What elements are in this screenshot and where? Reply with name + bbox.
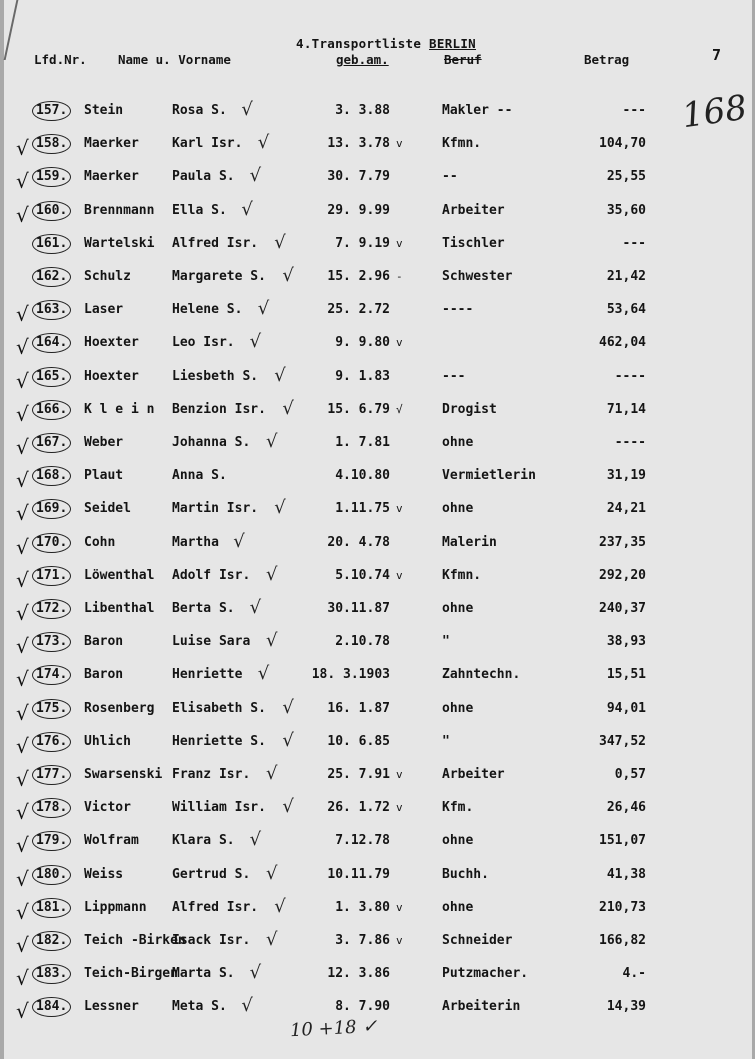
amount: 71,14 — [606, 401, 646, 417]
entry-number: 172. — [32, 599, 71, 619]
birth-date: 10.11.79 — [327, 866, 390, 882]
first-name: Benzion Isr. — [172, 401, 266, 417]
surname: Stein — [84, 103, 124, 118]
amount: 104,70 — [599, 136, 646, 152]
birth-date: 2.10.78 — [335, 634, 390, 650]
date-tick-mark: v — [396, 502, 403, 516]
table-row — [4, 229, 752, 262]
name-tick-mark: √ — [257, 132, 270, 154]
date-tick-mark: v — [396, 336, 403, 350]
occupation: ohne — [442, 501, 474, 517]
first-name: Liesbeth S. — [172, 368, 259, 384]
handwritten-note: 168 — [679, 87, 750, 137]
check-mark: √ — [16, 202, 29, 227]
check-mark: √ — [16, 136, 29, 161]
surname: Löwenthal — [84, 567, 155, 583]
table-row — [4, 395, 752, 428]
check-mark: √ — [16, 634, 29, 659]
entry-number: 180. — [32, 865, 71, 885]
header-amount: Betrag — [584, 52, 630, 67]
name-tick-mark: √ — [282, 729, 294, 751]
amount: 210,73 — [599, 899, 646, 915]
birth-date: 15. 2.96 — [327, 269, 390, 284]
occupation: Kfm. — [442, 800, 474, 816]
handwritten-total: 10 +18 ✓ — [289, 1015, 378, 1042]
occupation: ohne — [442, 700, 474, 716]
birth-date: 3. 3.88 — [335, 103, 390, 118]
occupation: --- — [442, 368, 466, 384]
amount: 25,55 — [606, 169, 646, 185]
occupation: Arbeiterin — [442, 999, 521, 1015]
date-tick-mark: - — [396, 270, 403, 283]
name-tick-mark: √ — [241, 99, 253, 120]
birth-date: 16. 1.87 — [327, 700, 390, 716]
surname: Weber — [84, 435, 124, 450]
occupation: Arbeiter — [442, 767, 505, 782]
amount: 166,82 — [599, 933, 646, 948]
entry-number: 177. — [32, 765, 71, 785]
entry-number: 169. — [32, 499, 71, 519]
amount: 237,35 — [599, 534, 646, 550]
table-row — [4, 96, 752, 129]
first-name: Berta S. — [172, 601, 235, 616]
name-tick-mark: √ — [282, 265, 294, 286]
table-row — [4, 760, 752, 793]
amount: 151,07 — [599, 833, 646, 849]
amount: 26,46 — [606, 800, 646, 816]
first-name: Henriette — [172, 667, 243, 683]
first-name: Isack Isr. — [172, 933, 251, 948]
name-tick-mark: √ — [266, 929, 278, 950]
check-mark: √ — [16, 899, 29, 924]
surname: Hoexter — [84, 368, 139, 384]
occupation: ohne — [442, 899, 474, 915]
surname: Plaut — [84, 468, 124, 484]
occupation: Makler -- — [442, 103, 513, 118]
check-mark: √ — [16, 567, 29, 592]
date-tick-mark: v — [396, 801, 403, 815]
birth-date: 5.10.74 — [335, 567, 390, 583]
surname: Wolfram — [84, 833, 139, 849]
amount: ---- — [614, 368, 646, 384]
name-tick-mark: √ — [282, 696, 294, 718]
header-occupation: Beruf — [444, 52, 482, 67]
table-row — [4, 494, 752, 527]
birth-date: 18. 3.1903 — [311, 667, 390, 683]
table-row — [4, 594, 752, 627]
check-mark: √ — [16, 368, 29, 393]
entry-number: 171. — [32, 566, 71, 586]
birth-date: 3. 7.86 — [335, 933, 390, 948]
entry-number: 182. — [32, 931, 71, 951]
occupation: Zahntechn. — [442, 667, 521, 683]
name-tick-mark: √ — [257, 298, 270, 320]
amount: 31,19 — [606, 468, 646, 484]
surname: Schulz — [84, 269, 131, 284]
amount: 14,39 — [606, 999, 646, 1015]
birth-date: 4.10.80 — [335, 468, 390, 484]
check-mark: √ — [16, 733, 29, 758]
name-tick-mark: √ — [249, 829, 262, 851]
entry-number: 183. — [32, 964, 71, 984]
date-tick-mark: v — [396, 934, 403, 947]
first-name: Meta S. — [172, 999, 227, 1015]
birth-date: 1. 7.81 — [335, 435, 390, 450]
first-name: Klara S. — [172, 833, 235, 849]
name-tick-mark: √ — [274, 364, 286, 386]
first-name: Leo Isr. — [172, 335, 235, 351]
first-name: Alfred Isr. — [172, 899, 259, 915]
name-tick-mark: √ — [266, 862, 278, 884]
surname: Teich -Birken — [84, 933, 186, 948]
surname: Lessner — [84, 999, 139, 1015]
name-tick-mark: √ — [233, 530, 245, 552]
first-name: Franz Isr. — [172, 767, 251, 782]
occupation: Buchh. — [442, 866, 489, 882]
amount: 462,04 — [599, 335, 646, 351]
table-row — [4, 959, 752, 992]
name-tick-mark: √ — [266, 563, 278, 585]
entry-number: 173. — [32, 632, 71, 652]
check-mark: √ — [16, 468, 29, 493]
amount: 35,60 — [606, 202, 646, 218]
check-mark: √ — [16, 800, 29, 825]
document-page — [4, 0, 752, 1059]
check-mark: √ — [16, 302, 29, 327]
surname: Lippmann — [84, 899, 147, 915]
first-name: Marta S. — [172, 966, 235, 982]
name-tick-mark: √ — [266, 630, 278, 652]
entry-number: 158. — [32, 134, 71, 154]
first-name: Johanna S. — [172, 435, 251, 450]
table-row — [4, 328, 752, 361]
entry-number: 181. — [32, 898, 71, 918]
table-row — [4, 727, 752, 760]
birth-date: 30.11.87 — [327, 601, 390, 616]
occupation: Schwester — [442, 269, 513, 284]
entry-number: 160. — [32, 201, 71, 221]
birth-date: 7.12.78 — [335, 833, 390, 849]
first-name: Anna S. — [172, 468, 227, 484]
amount: --- — [622, 235, 646, 251]
entry-number: 161. — [32, 234, 71, 254]
table-row — [4, 860, 752, 893]
occupation: ---- — [442, 302, 474, 318]
check-mark: √ — [16, 667, 29, 692]
amount: 24,21 — [606, 501, 646, 517]
date-tick-mark: v — [396, 568, 403, 582]
table-row — [4, 926, 752, 959]
entry-number: 162. — [32, 267, 71, 287]
amount: 240,37 — [599, 601, 646, 616]
birth-date: 29. 9.99 — [327, 202, 390, 218]
name-tick-mark: √ — [282, 796, 294, 818]
birth-date: 8. 7.90 — [335, 999, 390, 1015]
check-mark: √ — [16, 933, 29, 957]
title-city: BERLIN — [429, 36, 477, 51]
occupation: Vermietlerin — [442, 468, 536, 484]
name-tick-mark: √ — [266, 431, 278, 452]
amount: --- — [622, 103, 646, 118]
name-tick-mark: √ — [241, 198, 253, 220]
amount: 94,01 — [606, 700, 646, 716]
name-tick-mark: √ — [249, 962, 262, 984]
table-row — [4, 660, 752, 693]
table-row — [4, 528, 752, 561]
check-mark: √ — [16, 534, 29, 559]
amount: 21,42 — [606, 269, 646, 284]
name-tick-mark: √ — [249, 165, 262, 187]
amount: 4.- — [622, 966, 646, 982]
table-row — [4, 461, 752, 494]
surname: Seidel — [84, 501, 131, 517]
first-name: William Isr. — [172, 800, 266, 816]
birth-date: 10. 6.85 — [327, 733, 390, 749]
entry-number: 179. — [32, 831, 71, 851]
birth-date: 30. 7.79 — [327, 169, 390, 185]
header-dob: geb.am. — [336, 52, 389, 67]
birth-date: 13. 3.78 — [327, 136, 390, 152]
check-mark: √ — [16, 435, 29, 459]
table-row — [4, 561, 752, 594]
surname: Rosenberg — [84, 700, 155, 716]
entry-number: 159. — [32, 167, 71, 187]
entry-number: 178. — [32, 798, 71, 818]
surname: Wartelski — [84, 235, 155, 251]
table-row — [4, 992, 752, 1025]
date-tick-mark: v — [396, 236, 403, 250]
header-nr: Lfd.Nr. — [34, 52, 87, 67]
birth-date: 25. 2.72 — [327, 302, 390, 318]
surname: Laser — [84, 302, 124, 318]
first-name: Margarete S. — [172, 269, 266, 284]
birth-date: 7. 9.19 — [335, 235, 390, 251]
occupation: Tischler — [442, 235, 505, 251]
occupation: Kfmn. — [442, 567, 482, 583]
entry-number: 165. — [32, 367, 71, 387]
occupation: ohne — [442, 833, 474, 849]
check-mark: √ — [16, 866, 29, 891]
first-name: Adolf Isr. — [172, 567, 251, 583]
check-mark: √ — [16, 700, 29, 725]
occupation: Kfmn. — [442, 136, 482, 152]
date-tick-mark: √ — [396, 402, 403, 416]
surname: Hoexter — [84, 335, 139, 351]
first-name: Martin Isr. — [172, 501, 259, 517]
first-name: Henriette S. — [172, 733, 266, 749]
first-name: Gertrud S. — [172, 866, 251, 882]
birth-date: 9. 9.80 — [335, 335, 390, 351]
first-name: Paula S. — [172, 169, 235, 185]
amount: 53,64 — [606, 302, 646, 318]
table-row — [4, 129, 752, 162]
check-mark: √ — [16, 999, 29, 1024]
entry-number: 170. — [32, 533, 71, 553]
surname: Uhlich — [84, 733, 131, 749]
name-tick-mark: √ — [257, 663, 270, 685]
check-mark: √ — [16, 335, 29, 360]
entry-number: 167. — [32, 433, 71, 453]
name-tick-mark: √ — [282, 397, 294, 419]
table-row — [4, 627, 752, 660]
entry-number: 184. — [32, 997, 71, 1017]
surname: Baron — [84, 634, 124, 650]
first-name: Martha — [172, 534, 219, 550]
table-row — [4, 196, 752, 229]
name-tick-mark: √ — [241, 995, 253, 1017]
occupation: Arbeiter — [442, 202, 505, 218]
table-row — [4, 362, 752, 395]
first-name: Karl Isr. — [172, 136, 243, 152]
first-name: Helene S. — [172, 302, 243, 318]
birth-date: 9. 1.83 — [335, 368, 390, 384]
occupation: Malerin — [442, 534, 497, 550]
birth-date: 15. 6.79 — [327, 401, 390, 417]
table-row — [4, 793, 752, 826]
entry-number: 176. — [32, 732, 71, 752]
surname: Swarsenski — [84, 767, 163, 782]
list-title — [296, 36, 476, 51]
amount: 38,93 — [606, 634, 646, 650]
occupation: ohne — [442, 601, 474, 616]
entry-number: 175. — [32, 699, 71, 719]
occupation: Putzmacher. — [442, 966, 529, 982]
surname: Maerker — [84, 169, 139, 185]
amount: ---- — [614, 435, 646, 450]
birth-date: 26. 1.72 — [327, 800, 390, 816]
pen-stroke-mark — [4, 0, 37, 60]
amount: 347,52 — [599, 733, 646, 749]
amount: 41,38 — [606, 866, 646, 882]
first-name: Ella S. — [172, 202, 227, 218]
amount: 0,57 — [614, 767, 646, 782]
table-row — [4, 295, 752, 328]
date-tick-mark: v — [396, 137, 403, 151]
birth-date: 1. 3.80 — [335, 899, 390, 915]
name-tick-mark: √ — [249, 331, 262, 353]
surname: Baron — [84, 667, 124, 683]
occupation: " — [442, 733, 450, 749]
entry-number: 168. — [32, 466, 71, 486]
birth-date: 1.11.75 — [335, 501, 390, 517]
check-mark: √ — [16, 169, 29, 194]
surname: Maerker — [84, 136, 139, 152]
check-mark: √ — [16, 833, 29, 858]
date-tick-mark: v — [396, 768, 403, 781]
birth-date: 25. 7.91 — [327, 767, 390, 782]
entry-number: 163. — [32, 300, 71, 320]
occupation: -- — [442, 169, 458, 185]
occupation: ohne — [442, 435, 474, 450]
amount: 15,51 — [606, 667, 646, 683]
surname: Brennmann — [84, 202, 155, 218]
check-mark: √ — [16, 401, 29, 426]
table-row — [4, 826, 752, 859]
check-mark: √ — [16, 966, 29, 991]
surname: K l e i n — [84, 401, 155, 417]
surname: Weiss — [84, 866, 124, 882]
check-mark: √ — [16, 601, 29, 625]
first-name: Elisabeth S. — [172, 700, 266, 716]
table-row — [4, 162, 752, 195]
check-mark: √ — [16, 501, 29, 526]
surname: Libenthal — [84, 601, 155, 616]
check-mark: √ — [16, 767, 29, 791]
occupation: Drogist — [442, 401, 497, 417]
surname: Teich-Birgen — [84, 966, 178, 982]
occupation: Schneider — [442, 933, 513, 948]
name-tick-mark: √ — [266, 763, 278, 784]
name-tick-mark: √ — [274, 497, 286, 519]
table-row — [4, 893, 752, 926]
title-prefix: 4.Transportliste — [296, 36, 422, 51]
entry-number: 166. — [32, 400, 71, 420]
name-tick-mark: √ — [274, 231, 286, 253]
name-tick-mark: √ — [249, 597, 262, 618]
amount: 292,20 — [599, 567, 646, 583]
entry-number: 157. — [32, 101, 71, 121]
entry-number: 174. — [32, 665, 71, 685]
first-name: Luise Sara — [172, 634, 251, 650]
first-name: Alfred Isr. — [172, 235, 259, 251]
header-name: Name u. Vorname — [118, 52, 231, 67]
page-number: 7 — [712, 46, 722, 64]
surname: Cohn — [84, 534, 116, 550]
table-row — [4, 262, 752, 295]
table-row — [4, 428, 752, 461]
birth-date: 20. 4.78 — [327, 534, 390, 550]
occupation: " — [442, 634, 450, 650]
birth-date: 12. 3.86 — [327, 966, 390, 982]
table-row — [4, 694, 752, 727]
surname: Victor — [84, 800, 131, 816]
entry-number: 164. — [32, 333, 71, 353]
first-name: Rosa S. — [172, 103, 227, 118]
name-tick-mark: √ — [274, 895, 286, 917]
date-tick-mark: v — [396, 900, 403, 914]
